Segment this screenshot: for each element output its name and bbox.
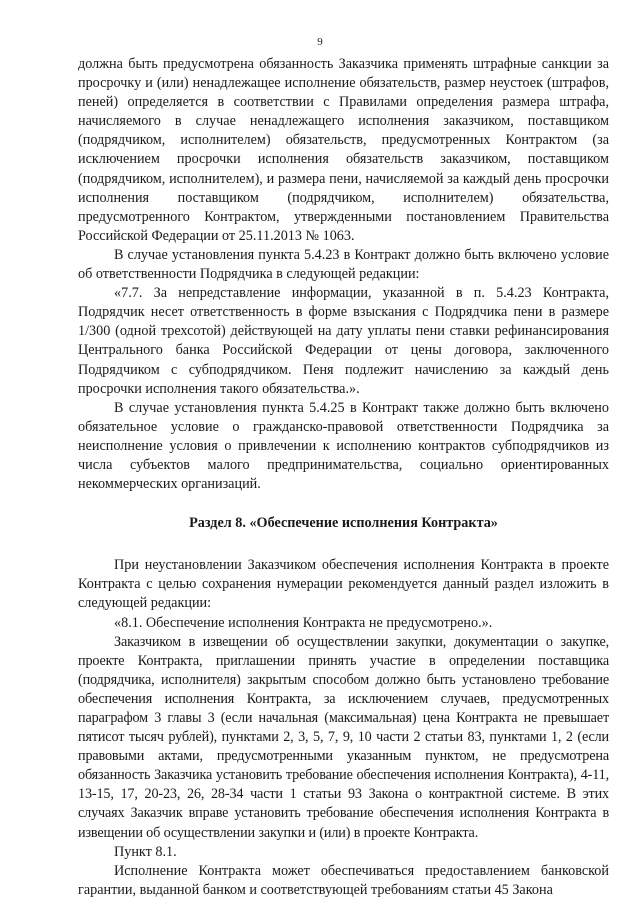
paragraph-penalty-rules: должна быть предусмотрена обязанность Заказчика применять штрафные санкции за просрочку и (или) ненадлежащее исполнение обязательств, размер неустоек (штрафов, пеней) определяется в соответствии с Правилами определения размера штрафа, начисляемого в случае ненадлежащего исполнения заказчиком, поставщиком (подрядчиком, исполнителем) обязательств, предусмотренных Контрактом (за исключением просрочки исполнения обязательств заказчиком, поставщиком (подрядчиком, исполнителем), и размера пени, начисляемой за каждый день просрочки исполнения поставщиком (подрядчиком, исполнителем) обязательства, предусмотренного Контрактом, утвержденными постановлением Правительства Российской Федерации от 25.11.2013 № 1063. [78, 56, 609, 244]
paragraph-bank-guarantee: Исполнение Контракта может обеспечиваться предоставлением банковской гарантии, выданной банком и соответствующей требованиям статьи 45 Закона [78, 862, 609, 898]
paragraph-no-security: При неустановлении Заказчиком обеспечения исполнения Контракта в проекте Контракта с целью сохранения нумерации рекомендуется данный раздел изложить в следующей редакции: [78, 557, 609, 612]
paragraph-clause-5-4-23: В случае установления пункта 5.4.23 в Контракт должно быть включено условие об ответственности Подрядчика в следующей редакции: [78, 246, 609, 283]
section-8-heading: Раздел 8. «Обеспечение исполнения Контракта» [189, 515, 498, 532]
paragraph-security-requirement: Заказчиком в извещении об осуществлении закупки, документации о закупке, проекте Контракта, приглашении принять участие в определении поставщика (подрядчика, исполнителя) закрытым способом должно быть установлено требование обеспечения исполнения Контракта, за исключением случаев, предусмотренных параграфом 3 главы 3 (если начальная (максимальная) цена Контракта не превышает пятисот тысяч рублей), пунктами 2, 3, 5, 7, 9, 10 части 2 статьи 83, пунктами 1, 2 (если правовыми актами, предусмотренными указанным пунктом, не предусмотрена обязанность Заказчика установить требование обеспечения исполнения Контракта), 4-11, 13-15, 17, 20-23, 26, 28-34 части 1 статьи 93 Закона о контрактной системе. В этих случаях Заказчик вправе установить требование обеспечения исполнения Контракта в извещении об осуществлении закупки и (или) в проекте Контракта. [78, 633, 609, 841]
paragraph-clause-5-4-25: В случае установления пункта 5.4.25 в Контракт также должно быть включено обязательное условие о гражданско-правовой ответственности Подрядчика за неисполнение условия о привлечении к исполнению контрактов субподрядчиков из числа субъектов малого предпринимательства, социально ориентированных некоммерческих организаций. [78, 399, 609, 493]
document-body [78, 55, 609, 900]
paragraph-point-8-1: Пункт 8.1. [114, 843, 177, 860]
page-number: 9 [317, 36, 323, 48]
paragraph-clause-8-1-quote: «8.1. Обеспечение исполнения Контракта не предусмотрено.». [114, 614, 493, 631]
paragraph-clause-7-7-quote: «7.7. За непредставление информации, указанной в п. 5.4.23 Контракта, Подрядчик несет ответственность в форме взыскания с Подрядчика пени в размере 1/300 (одной трехсотой) действующей на дату уплаты пени ставки рефинансирования Центрального банка Российской Федерации от цены договора, заключенного Подрядчиком с субподрядчиком. Пеня подлежит начислению за каждый день просрочки исполнения такого обязательства.». [78, 285, 609, 397]
